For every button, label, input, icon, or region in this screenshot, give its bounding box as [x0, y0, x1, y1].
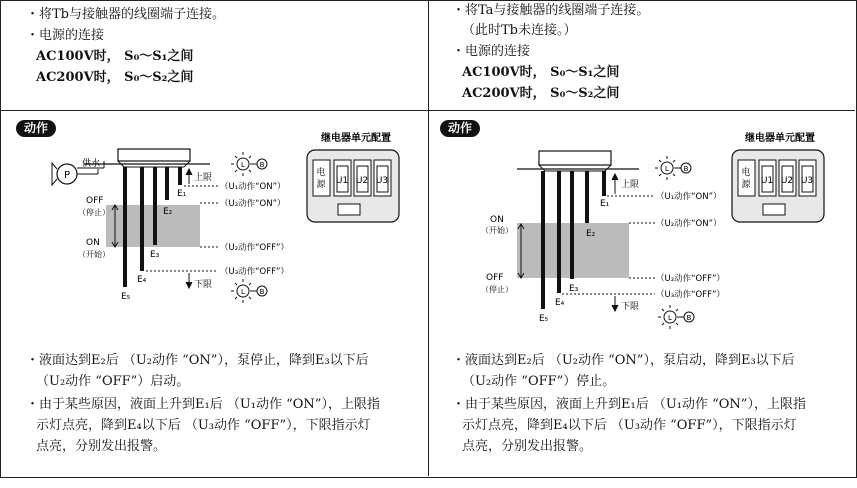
svg-text:电: 电 — [741, 168, 751, 178]
stop-label: （停止） — [78, 208, 110, 217]
u2-on-label: （U₂动作“ON”） — [656, 219, 722, 229]
u1-on-label: （U₁动作“ON”） — [220, 182, 286, 192]
e3-label: E₃ — [150, 250, 160, 260]
tb-not-connected-note: （此时Tb未连接。） — [462, 23, 577, 38]
ac200v-connection: AC200V时， S₀～S₂之间 — [462, 86, 620, 101]
description-line: ・液面达到E₂后 （U₂动作 “ON”），泵停止，降到E₃以下后 — [26, 353, 369, 368]
electrode-e3 — [153, 167, 157, 245]
relay-u2: U2 — [355, 176, 369, 186]
power-connection-heading: ・电源的连接 — [26, 28, 105, 43]
lower-limit-label: 下限 — [621, 302, 640, 312]
buzzer-label: B — [259, 161, 265, 169]
svg-text:L: L — [668, 314, 672, 322]
on-label: ON — [490, 215, 504, 225]
relay-unit-title: 继电器单元配置 — [321, 133, 391, 144]
ac100v-connection: AC100V时， S₀～S₁之间 — [462, 65, 620, 80]
e1-label: E₁ — [600, 199, 610, 209]
svg-text:源: 源 — [316, 180, 326, 190]
buzzer-label: B — [686, 314, 692, 322]
e5-label: E₅ — [121, 292, 131, 302]
pump-label: P — [63, 170, 71, 181]
e4-label: E₄ — [555, 298, 565, 308]
description-line: 示灯点亮，降到E₄以下后 （U₃动作 “OFF”），下限指示灯 — [36, 418, 371, 433]
buzzer-label: B — [683, 165, 689, 173]
description-line: ・由于某些原因，液面上升到E₁后 （U₁动作 “ON”），上限指 — [26, 397, 380, 412]
relay-u3: U3 — [800, 176, 814, 186]
description-line: ・液面达到E₂后 （U₂动作 “ON”），泵启动，降到E₃以下后 — [452, 353, 795, 368]
electrode-e2 — [165, 167, 169, 200]
u1-on-label: （U₁动作“ON”） — [656, 192, 722, 202]
electrode-e5 — [123, 167, 127, 287]
u2-off-label: （U₂动作“OFF”） — [220, 243, 289, 253]
electrode-e5 — [541, 171, 545, 309]
e2-label: E₂ — [586, 229, 596, 239]
relay-unit-title: 继电器单元配置 — [745, 133, 815, 144]
svg-text:L: L — [665, 165, 669, 173]
description-line: 点亮，分别发出报警。 — [462, 439, 593, 454]
relay-u1: U1 — [335, 176, 349, 186]
start-label: （开始） — [481, 226, 513, 235]
electrode-e1 — [602, 171, 606, 196]
stop-label: （停止） — [481, 285, 513, 294]
ac200v-connection: AC200V时， S₀～S₂之间 — [36, 70, 194, 85]
relay-u2: U2 — [780, 176, 794, 186]
drain-control-diagram — [0, 111, 428, 341]
electrode-holder — [118, 149, 190, 161]
wiring-note-ta: ・将Ta与接触器的线圈端子连接。 — [452, 3, 650, 18]
start-label: （开始） — [78, 250, 110, 259]
svg-text:L: L — [241, 161, 245, 169]
svg-text:电: 电 — [316, 168, 326, 178]
e1-label: E₁ — [177, 189, 187, 199]
u2-on-label: （U₂动作“ON”） — [220, 199, 286, 209]
water-supply-label: 供水 — [82, 159, 101, 169]
upper-limit-label: 上限 — [194, 173, 213, 183]
electrode-e2 — [585, 171, 589, 223]
u3-off-label: （U₃动作“OFF”） — [656, 290, 725, 300]
off-label: OFF — [486, 273, 504, 283]
electrode-e1 — [178, 167, 182, 185]
electrode-e4 — [140, 167, 144, 271]
on-label: ON — [86, 238, 100, 248]
ac100v-connection: AC100V时， S₀～S₁之间 — [36, 49, 194, 64]
e3-label: E₃ — [569, 284, 579, 294]
off-label: OFF — [86, 196, 104, 206]
electrode-e4 — [557, 171, 561, 293]
description-line: ・由于某些原因，液面上升到E₁后 （U₁动作 “ON”），上限指 — [452, 397, 806, 412]
power-connection-heading: ・电源的连接 — [452, 44, 531, 59]
e4-label: E₄ — [137, 275, 147, 285]
svg-text:L: L — [241, 288, 245, 296]
description-line: （U₂动作 “OFF”）启动。 — [36, 374, 190, 389]
e5-label: E₅ — [539, 314, 549, 324]
electrode-holder — [539, 151, 611, 165]
u3-off-label: （U₃动作“OFF”） — [220, 267, 289, 277]
description-line: 点亮，分别发出报警。 — [36, 439, 167, 454]
electrode-e3 — [570, 171, 574, 279]
lower-limit-label: 下限 — [194, 280, 213, 290]
wiring-note-tb: ・将Tb与接触器的线圈端子连接。 — [26, 7, 225, 22]
description-line: 示灯点亮，降到E₄以下后 （U₃动作 “OFF”），下限指示灯 — [462, 418, 797, 433]
e2-label: E₂ — [163, 207, 173, 217]
u2-off-label: （U₂动作“OFF”） — [656, 274, 725, 284]
svg-text:源: 源 — [741, 180, 751, 190]
operation-badge: 动作 — [16, 120, 56, 137]
buzzer-label: B — [259, 288, 265, 296]
upper-limit-label: 上限 — [621, 180, 640, 190]
supply-control-diagram — [429, 111, 855, 341]
relay-u3: U3 — [375, 176, 389, 186]
operation-badge: 动作 — [440, 120, 480, 137]
relay-u1: U1 — [760, 176, 774, 186]
description-line: （U₂动作 “OFF”）停止。 — [462, 374, 616, 389]
